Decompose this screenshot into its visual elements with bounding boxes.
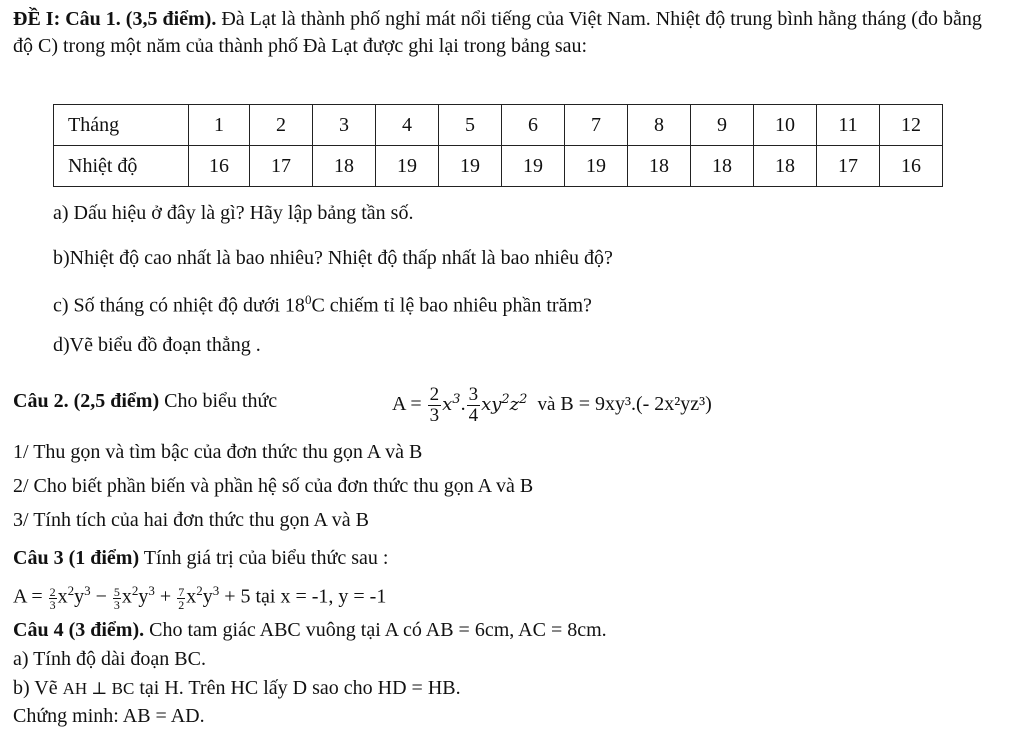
- temp-cell: 19: [565, 146, 628, 187]
- q1-part-a: a) Dấu hiệu ở đây là gì? Hãy lập bảng tần số.: [53, 202, 414, 224]
- q4-part-b: [13, 675, 461, 702]
- fraction: [428, 385, 442, 426]
- q1-part-d: d)Vẽ biểu đồ đoạn thẳng .: [53, 334, 261, 356]
- and-word: và: [537, 394, 556, 415]
- month-cell: 3: [313, 105, 376, 146]
- fraction-num: 5: [113, 584, 120, 599]
- question-4-text: Cho tam giác ABC vuông tại A có AB = 6cm, AC = 8cm.: [144, 619, 607, 641]
- question-2-text: Cho biểu thức: [159, 390, 278, 412]
- month-cell: 2: [250, 105, 313, 146]
- question-1-text: Đà Lạt là thành phố nghỉ mát nổi tiếng của Việt Nam. Nhiệt độ trung bình hằng tháng (đo bằng độ C) trong một năm của thành phố Đà Lạt được ghi lại trong bảng sau:: [13, 8, 982, 57]
- q4-part-c: Chứng minh: AB = AD.: [13, 705, 205, 727]
- q1-c-tail: C chiếm tỉ lệ bao nhiêu phần trăm?: [311, 294, 592, 317]
- A-eq: A =: [392, 393, 422, 415]
- month-cell: 6: [502, 105, 565, 146]
- q3-tail: + 5 tại x = -1, y = -1: [224, 585, 387, 608]
- fraction: [49, 586, 57, 611]
- temperature-table: [53, 104, 943, 187]
- fraction-den: 3: [429, 404, 440, 426]
- month-cell: 4: [376, 105, 439, 146]
- month-cell: 1: [189, 105, 250, 146]
- temp-cell: 16: [189, 146, 250, 187]
- question-2-title: Câu 2. (2,5 điểm): [13, 390, 160, 412]
- temp-cell: 18: [628, 146, 691, 187]
- fraction-num: 2: [49, 584, 56, 599]
- degree-sup: 0: [304, 292, 312, 307]
- temp-cell: 19: [439, 146, 502, 187]
- question-1-intro: [13, 6, 1003, 60]
- q1-c-text: c) Số tháng có nhiệt độ dưới 18: [53, 294, 305, 317]
- q4-b-tail: tại H. Trên HC lấy D sao cho HD = HB.: [134, 677, 461, 699]
- temp-cell: 17: [250, 146, 313, 187]
- temp-cell: 18: [691, 146, 754, 187]
- question-4-title: Câu 4 (3 điểm).: [13, 619, 145, 641]
- fraction-den: 2: [178, 597, 185, 612]
- A-eq: A =: [13, 585, 43, 608]
- temp-cell: 18: [313, 146, 376, 187]
- q1-part-c: [53, 287, 592, 319]
- month-cell: 11: [817, 105, 880, 146]
- q2-item-2: 2/ Cho biết phần biến và phần hệ số của đơn thức thu gọn A và B: [13, 475, 534, 497]
- fraction-num: 3: [468, 383, 479, 405]
- B-expr: B = 9xy³.(- 2x²yz³): [560, 393, 712, 415]
- fraction: [113, 586, 121, 611]
- perpendicular-expr: AH ⊥ BC: [62, 679, 135, 698]
- question-2-header: [13, 388, 277, 414]
- fraction-num: 2: [429, 383, 440, 405]
- month-cell: 8: [628, 105, 691, 146]
- fraction-num: 7: [178, 584, 185, 599]
- month-cell: 9: [691, 105, 754, 146]
- q4-part-a: a) Tính độ dài đoạn BC.: [13, 648, 206, 670]
- fraction: [467, 385, 481, 426]
- fraction-den: 3: [113, 597, 120, 612]
- month-cell: 10: [754, 105, 817, 146]
- question-1-title: ĐỀ I: Câu 1. (3,5 điểm).: [13, 8, 217, 30]
- temp-cell: 18: [754, 146, 817, 187]
- temp-cell: 19: [376, 146, 439, 187]
- q2-formula: A = $\frac{2}{3}$ $x^3$. $\frac{3}{4}$ $xy^2z^2$ và B = 9xy³.(- 2x²yz³): [392, 383, 712, 426]
- temp-cell: 19: [502, 146, 565, 187]
- month-cell: 12: [880, 105, 943, 146]
- q4-b-text: b) Vẽ: [13, 677, 63, 699]
- fraction: [177, 586, 185, 611]
- month-cell: 5: [439, 105, 502, 146]
- temp-cell: 16: [880, 146, 943, 187]
- q2-item-3: 3/ Tính tích của hai đơn thức thu gọn A và B: [13, 509, 370, 531]
- q3-formula: A = $\frac{2}{3}$ $x^2y^3$ − $\frac{5}{3}$ $x^2y^3$ + $\frac{7}{2}$ $x^2y^3 + 5$ tại x = -1, y = -1: [13, 583, 387, 612]
- question-3-header: [13, 545, 388, 571]
- question-4-header: [13, 617, 607, 643]
- question-3-text: Tính giá trị của biểu thức sau :: [139, 547, 389, 569]
- table-row-months: [54, 105, 943, 146]
- fraction-den: 3: [49, 597, 56, 612]
- fraction-den: 4: [468, 404, 479, 426]
- row-label-month: Tháng: [54, 105, 189, 146]
- table-row-temps: [54, 146, 943, 187]
- temp-cell: 17: [817, 146, 880, 187]
- row-label-temperature: Nhiệt độ: [54, 146, 189, 187]
- question-3-title: Câu 3 (1 điểm): [13, 547, 140, 569]
- month-cell: 7: [565, 105, 628, 146]
- q1-part-b: b)Nhiệt độ cao nhất là bao nhiêu? Nhiệt độ thấp nhất là bao nhiêu độ?: [53, 247, 613, 269]
- q2-item-1: 1/ Thu gọn và tìm bậc của đơn thức thu gọn A và B: [13, 441, 423, 463]
